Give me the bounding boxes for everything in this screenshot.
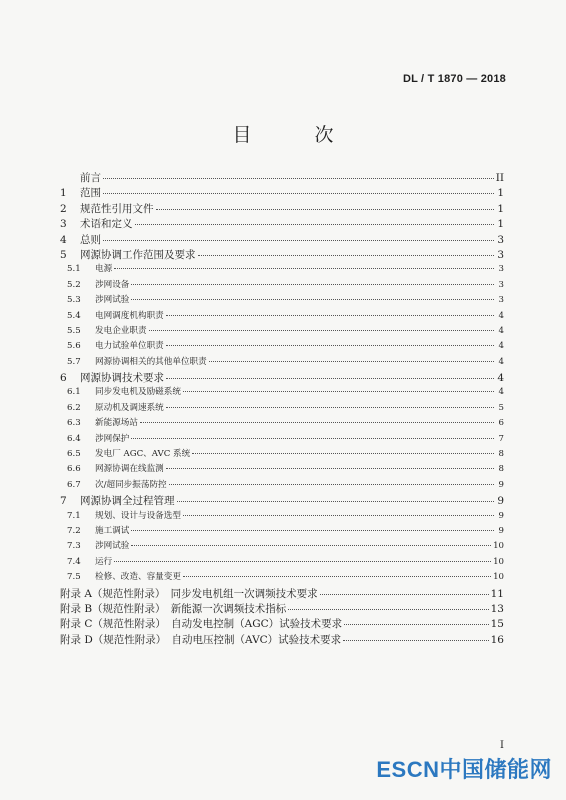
toc-entry-page: 4 bbox=[497, 372, 504, 385]
toc-entry[interactable] bbox=[60, 370, 504, 385]
toc-entry-number: 6.1 bbox=[67, 387, 81, 398]
toc-entry-label: 网源协调技术要求 bbox=[80, 372, 164, 385]
toc-entry-label: 附录 B（规范性附录） 新能源一次调频技术指标 bbox=[60, 602, 287, 615]
toc-entry-number: 5.5 bbox=[67, 325, 81, 336]
toc-entry-label: 运行 bbox=[95, 556, 113, 567]
toc-entry-number: 5.6 bbox=[67, 341, 81, 352]
toc-leader-dots bbox=[166, 378, 494, 379]
toc-entry-number: 7 bbox=[60, 495, 67, 508]
toc-leader-dots bbox=[103, 240, 494, 241]
table-of-contents bbox=[60, 170, 504, 647]
toc-leader-dots bbox=[166, 315, 494, 316]
toc-entry[interactable] bbox=[60, 278, 504, 293]
toc-entry[interactable] bbox=[60, 570, 504, 585]
toc-entry-label: 同步发电机及励磁系统 bbox=[95, 387, 181, 398]
watermark-logo bbox=[376, 753, 552, 784]
toc-entry-page: 15 bbox=[490, 618, 504, 631]
toc-entry-number: 3 bbox=[60, 218, 67, 231]
toc-entry-page: 3 bbox=[497, 233, 504, 246]
toc-entry-label: 电源 bbox=[95, 264, 113, 275]
toc-entry[interactable] bbox=[60, 601, 504, 616]
toc-entry[interactable] bbox=[60, 201, 504, 216]
toc-entry[interactable] bbox=[60, 185, 504, 200]
toc-entry-label: 涉网设备 bbox=[95, 279, 130, 290]
toc-entry-page: 4 bbox=[498, 341, 504, 352]
toc-entry[interactable] bbox=[60, 586, 504, 601]
toc-leader-dots bbox=[183, 515, 494, 516]
toc-entry-page: 9 bbox=[497, 495, 504, 508]
toc-entry-page: 9 bbox=[498, 525, 504, 536]
toc-entry-number: 5.7 bbox=[67, 356, 81, 367]
toc-entry[interactable] bbox=[60, 493, 504, 508]
toc-entry[interactable] bbox=[60, 401, 504, 416]
toc-leader-dots bbox=[131, 284, 494, 285]
toc-entry-page: 10 bbox=[493, 572, 504, 583]
toc-entry[interactable] bbox=[60, 232, 504, 247]
toc-entry-label: 发电企业职责 bbox=[95, 325, 147, 336]
toc-entry-number: 7.3 bbox=[67, 541, 81, 552]
toc-entry-page: 10 bbox=[493, 541, 504, 552]
toc-leader-dots bbox=[166, 345, 494, 346]
toc-entry-label: 附录 D（规范性附录） 自动电压控制（AVC）试验技术要求 bbox=[60, 633, 342, 646]
toc-entry-page: II bbox=[495, 172, 504, 184]
watermark-site: 中国储能网 bbox=[439, 757, 552, 782]
toc-entry-page: 3 bbox=[497, 248, 504, 261]
toc-entry[interactable] bbox=[60, 170, 504, 185]
toc-entry-number: 6.7 bbox=[67, 479, 81, 490]
toc-entry-number: 5.2 bbox=[67, 279, 81, 290]
toc-entry-page: 10 bbox=[493, 556, 504, 567]
toc-entry-label: 施工调试 bbox=[95, 525, 130, 536]
toc-leader-dots bbox=[114, 268, 494, 269]
toc-leader-dots bbox=[169, 484, 494, 485]
toc-entry-page: 3 bbox=[498, 264, 504, 275]
toc-leader-dots bbox=[135, 224, 495, 225]
toc-entry-number: 6.3 bbox=[67, 418, 81, 429]
toc-leader-dots bbox=[114, 561, 491, 562]
page-title: 目 次 bbox=[232, 124, 356, 146]
toc-entry-label: 次/超同步振荡防控 bbox=[95, 479, 167, 490]
toc-leader-dots bbox=[192, 453, 494, 454]
toc-leader-dots bbox=[166, 407, 494, 408]
toc-leader-dots bbox=[131, 530, 494, 531]
toc-entry-page: 16 bbox=[490, 633, 504, 646]
toc-leader-dots bbox=[198, 255, 495, 256]
toc-entry-label: 附录 C（规范性附录） 自动发电控制（AGC）试验技术要求 bbox=[60, 618, 343, 631]
toc-entry-page: 3 bbox=[498, 279, 504, 290]
toc-entry-number: 6.4 bbox=[67, 433, 81, 444]
toc-leader-dots bbox=[131, 438, 494, 439]
toc-leader-dots bbox=[131, 299, 494, 300]
toc-entry-page: 5 bbox=[498, 402, 504, 413]
toc-entry[interactable] bbox=[60, 447, 504, 462]
toc-entry[interactable] bbox=[60, 262, 504, 277]
toc-entry-number: 7.2 bbox=[67, 525, 81, 536]
toc-entry-label: 范围 bbox=[80, 187, 101, 200]
toc-entry[interactable] bbox=[60, 462, 504, 477]
toc-entry-label: 发电厂 AGC、AVC 系统 bbox=[95, 449, 191, 460]
toc-entry[interactable] bbox=[60, 555, 504, 570]
toc-entry[interactable] bbox=[60, 309, 504, 324]
toc-entry-page: 4 bbox=[498, 387, 504, 398]
toc-entry-label: 总则 bbox=[80, 233, 101, 246]
toc-entry-page: 1 bbox=[497, 187, 504, 200]
toc-entry-number: 5.4 bbox=[67, 310, 81, 321]
toc-entry-number: 6 bbox=[60, 372, 67, 385]
toc-entry-number: 7.4 bbox=[67, 556, 81, 567]
toc-entry-page: 9 bbox=[498, 510, 504, 521]
toc-entry-label: 检修、改造、容量变更 bbox=[95, 572, 181, 583]
toc-entry-page: 1 bbox=[497, 218, 504, 231]
toc-entry[interactable] bbox=[60, 478, 504, 493]
toc-entry-page: 3 bbox=[498, 295, 504, 306]
toc-entry-page: 4 bbox=[498, 356, 504, 367]
toc-leader-dots bbox=[103, 193, 494, 194]
toc-entry-label: 术语和定义 bbox=[80, 218, 133, 231]
toc-entry-label: 网源协调相关的其他单位职责 bbox=[95, 356, 207, 367]
toc-entry[interactable] bbox=[60, 524, 504, 539]
toc-entry[interactable] bbox=[60, 432, 504, 447]
toc-entry-number: 5.1 bbox=[67, 264, 81, 275]
toc-entry[interactable] bbox=[60, 355, 504, 370]
toc-leader-dots bbox=[166, 468, 494, 469]
toc-leader-dots bbox=[343, 640, 488, 641]
toc-entry-label: 规划、设计与设备选型 bbox=[95, 510, 181, 521]
toc-entry[interactable] bbox=[60, 632, 504, 647]
toc-entry-label: 前言 bbox=[80, 172, 101, 184]
toc-leader-dots bbox=[183, 391, 494, 392]
toc-entry-number: 6.2 bbox=[67, 402, 81, 413]
toc-entry-page: 11 bbox=[490, 587, 504, 600]
toc-entry-page: 6 bbox=[498, 418, 504, 429]
toc-entry-number: 7.5 bbox=[67, 572, 81, 583]
toc-entry-number: 7.1 bbox=[67, 510, 81, 521]
toc-entry-number: 1 bbox=[60, 187, 67, 200]
toc-entry-label: 网源协调在线监测 bbox=[95, 464, 164, 475]
toc-entry-page: 9 bbox=[498, 479, 504, 490]
toc-entry[interactable] bbox=[60, 339, 504, 354]
toc-entry[interactable] bbox=[60, 216, 504, 231]
toc-leader-dots bbox=[183, 576, 491, 577]
toc-leader-dots bbox=[288, 609, 488, 610]
toc-entry-label: 涉网保护 bbox=[95, 433, 130, 444]
toc-entry-number: 6.5 bbox=[67, 449, 81, 460]
toc-entry[interactable] bbox=[60, 385, 504, 400]
watermark-brand: ESCN bbox=[376, 757, 440, 782]
toc-entry-page: 4 bbox=[498, 310, 504, 321]
toc-entry-label: 网源协调全过程管理 bbox=[80, 495, 175, 508]
toc-entry[interactable] bbox=[60, 293, 504, 308]
toc-entry[interactable] bbox=[60, 616, 504, 631]
toc-leader-dots bbox=[140, 422, 494, 423]
toc-leader-dots bbox=[131, 545, 491, 546]
toc-entry-label: 网源协调工作范围及要求 bbox=[80, 248, 196, 261]
toc-entry-number: 6.6 bbox=[67, 464, 81, 475]
toc-entry[interactable] bbox=[60, 324, 504, 339]
toc-entry[interactable] bbox=[60, 247, 504, 262]
toc-leader-dots bbox=[103, 178, 494, 179]
toc-leader-dots bbox=[320, 594, 489, 595]
toc-entry-page: 8 bbox=[498, 464, 504, 475]
toc-leader-dots bbox=[209, 361, 494, 362]
toc-entry-label: 原动机及调速系统 bbox=[95, 402, 164, 413]
toc-entry-page: 13 bbox=[490, 602, 504, 615]
toc-entry-label: 涉网试验 bbox=[95, 541, 130, 552]
toc-entry-page: 4 bbox=[498, 325, 504, 336]
toc-entry[interactable] bbox=[60, 509, 504, 524]
toc-entry-label: 新能源场站 bbox=[95, 418, 138, 429]
toc-entry[interactable] bbox=[60, 416, 504, 431]
toc-leader-dots bbox=[344, 624, 489, 625]
toc-entry-label: 涉网试验 bbox=[95, 295, 130, 306]
toc-leader-dots bbox=[156, 209, 495, 210]
toc-entry-label: 附录 A（规范性附录） 同步发电机组一次调频技术要求 bbox=[60, 587, 318, 600]
toc-entry-page: 7 bbox=[498, 433, 504, 444]
toc-entry-number: 5 bbox=[60, 248, 67, 261]
standard-code: DL / T 1870 — 2018 bbox=[402, 73, 506, 85]
toc-entry-page: 1 bbox=[497, 202, 504, 215]
toc-leader-dots bbox=[177, 501, 495, 502]
toc-entry-number: 4 bbox=[60, 233, 67, 246]
toc-entry-page: 8 bbox=[498, 449, 504, 460]
toc-entry-label: 规范性引用文件 bbox=[80, 202, 154, 215]
toc-entry-number: 2 bbox=[60, 202, 67, 215]
page-number: I bbox=[500, 740, 504, 751]
toc-leader-dots bbox=[149, 330, 494, 331]
toc-entry[interactable] bbox=[60, 539, 504, 554]
toc-entry-number: 5.3 bbox=[67, 295, 81, 306]
toc-entry-label: 电网调度机构职责 bbox=[95, 310, 164, 321]
toc-entry-label: 电力试验单位职责 bbox=[95, 341, 164, 352]
